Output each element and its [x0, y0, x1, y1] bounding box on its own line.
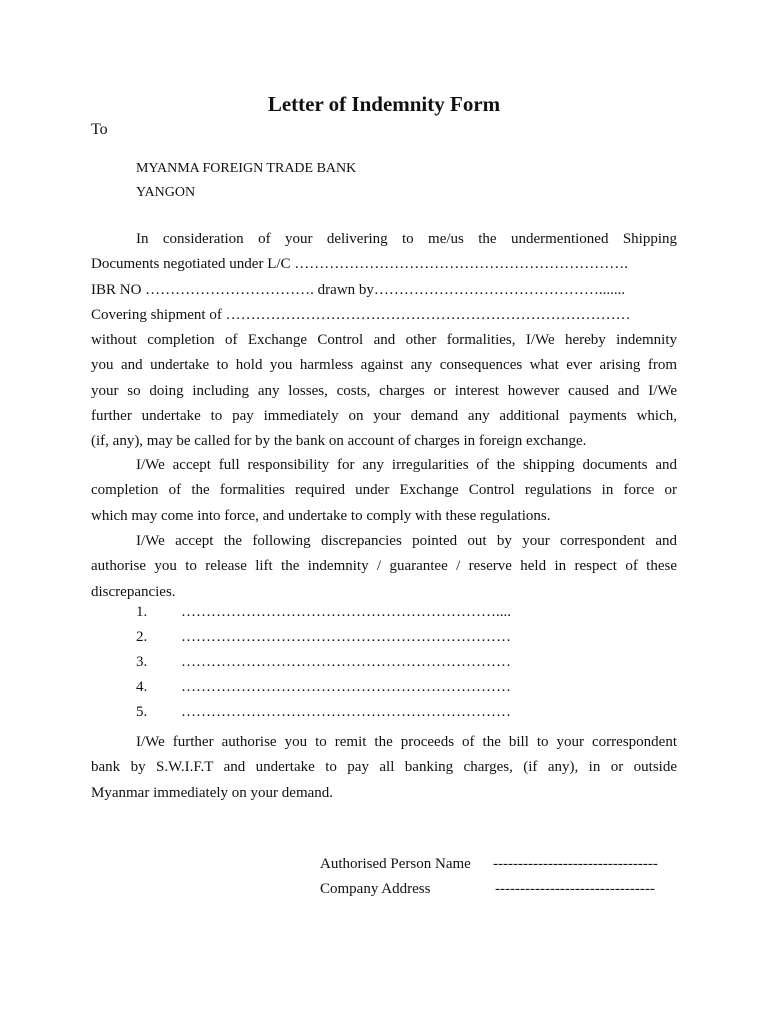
company-address-line: --------------------------------	[495, 881, 655, 897]
paragraph-line: authorise you to release lift the indemnity / guarantee / reserve held in respect of these	[91, 558, 677, 575]
page-title: Letter of Indemnity Form	[267, 92, 501, 116]
paragraph-line: you and undertake to hold you harmless against any consequences what ever arising from	[91, 357, 677, 374]
salutation: To	[91, 121, 108, 138]
paragraph-line: your so doing including any losses, costs, charges or interest however caused and I/We	[91, 382, 677, 399]
recipient-name: MYANMA FOREIGN TRADE BANK	[136, 161, 357, 176]
paragraph-line-ibr: IBR NO ……………………………. drawn by……………………………………….......	[91, 281, 626, 298]
authorised-person-label: Authorised Person Name	[320, 856, 471, 872]
discrepancy-blank: …………………………………………………………	[181, 679, 511, 695]
paragraph-line: Myanmar immediately on your demand.	[91, 784, 334, 801]
paragraph-responsibility	[91, 453, 677, 529]
paragraph-line: which may come into force, and undertake to comply with these regulations.	[91, 507, 551, 524]
paragraph-remittance	[91, 730, 677, 806]
recipient-city: YANGON	[136, 185, 196, 200]
paragraph-line: without completion of Exchange Control and other formalities, I/We hereby indemnity	[91, 332, 677, 349]
paragraph-line: I/We further authorise you to remit the proceeds of the bill to your correspondent	[136, 734, 677, 750]
paragraph-line: completion of the formalities required under Exchange Control regulations in force or	[91, 482, 677, 499]
paragraph-line: In consideration of your delivering to me/us the undermentioned Shipping	[136, 231, 677, 247]
company-address-label: Company Address	[320, 881, 431, 897]
discrepancy-blank: …………………………………………………………	[181, 704, 511, 720]
paragraph-line-lc: Documents negotiated under L/C ………………………………………………………….	[91, 256, 629, 273]
paragraph-consideration	[91, 227, 677, 455]
discrepancy-blank: ………………………………………………………....	[181, 604, 511, 620]
discrepancy-blank: …………………………………………………………	[181, 654, 511, 670]
discrepancy-number: 4.	[136, 679, 148, 695]
paragraph-line: further undertake to pay immediately on your demand any additional payments which,	[91, 408, 677, 425]
paragraph-line: (if, any), may be called for by the bank on account of charges in foreign exchange.	[91, 433, 587, 450]
authorised-person-line: ---------------------------------	[493, 856, 658, 872]
discrepancy-blank: …………………………………………………………	[181, 629, 511, 645]
discrepancy-number: 5.	[136, 704, 148, 720]
paragraph-line: discrepancies.	[91, 583, 176, 600]
paragraph-line: bank by S.W.I.F.T and undertake to pay all banking charges, (if any), in or outside	[91, 759, 677, 776]
paragraph-line: I/We accept full responsibility for any irregularities of the shipping documents and	[136, 457, 677, 473]
discrepancy-number: 3.	[136, 654, 148, 670]
discrepancy-number: 1.	[136, 604, 148, 620]
paragraph-discrepancies	[91, 529, 677, 605]
paragraph-line: I/We accept the following discrepancies pointed out by your correspondent and	[136, 533, 677, 549]
discrepancy-number: 2.	[136, 629, 148, 645]
paragraph-line-shipment: Covering shipment of ………………………………………………………………………	[91, 306, 631, 323]
